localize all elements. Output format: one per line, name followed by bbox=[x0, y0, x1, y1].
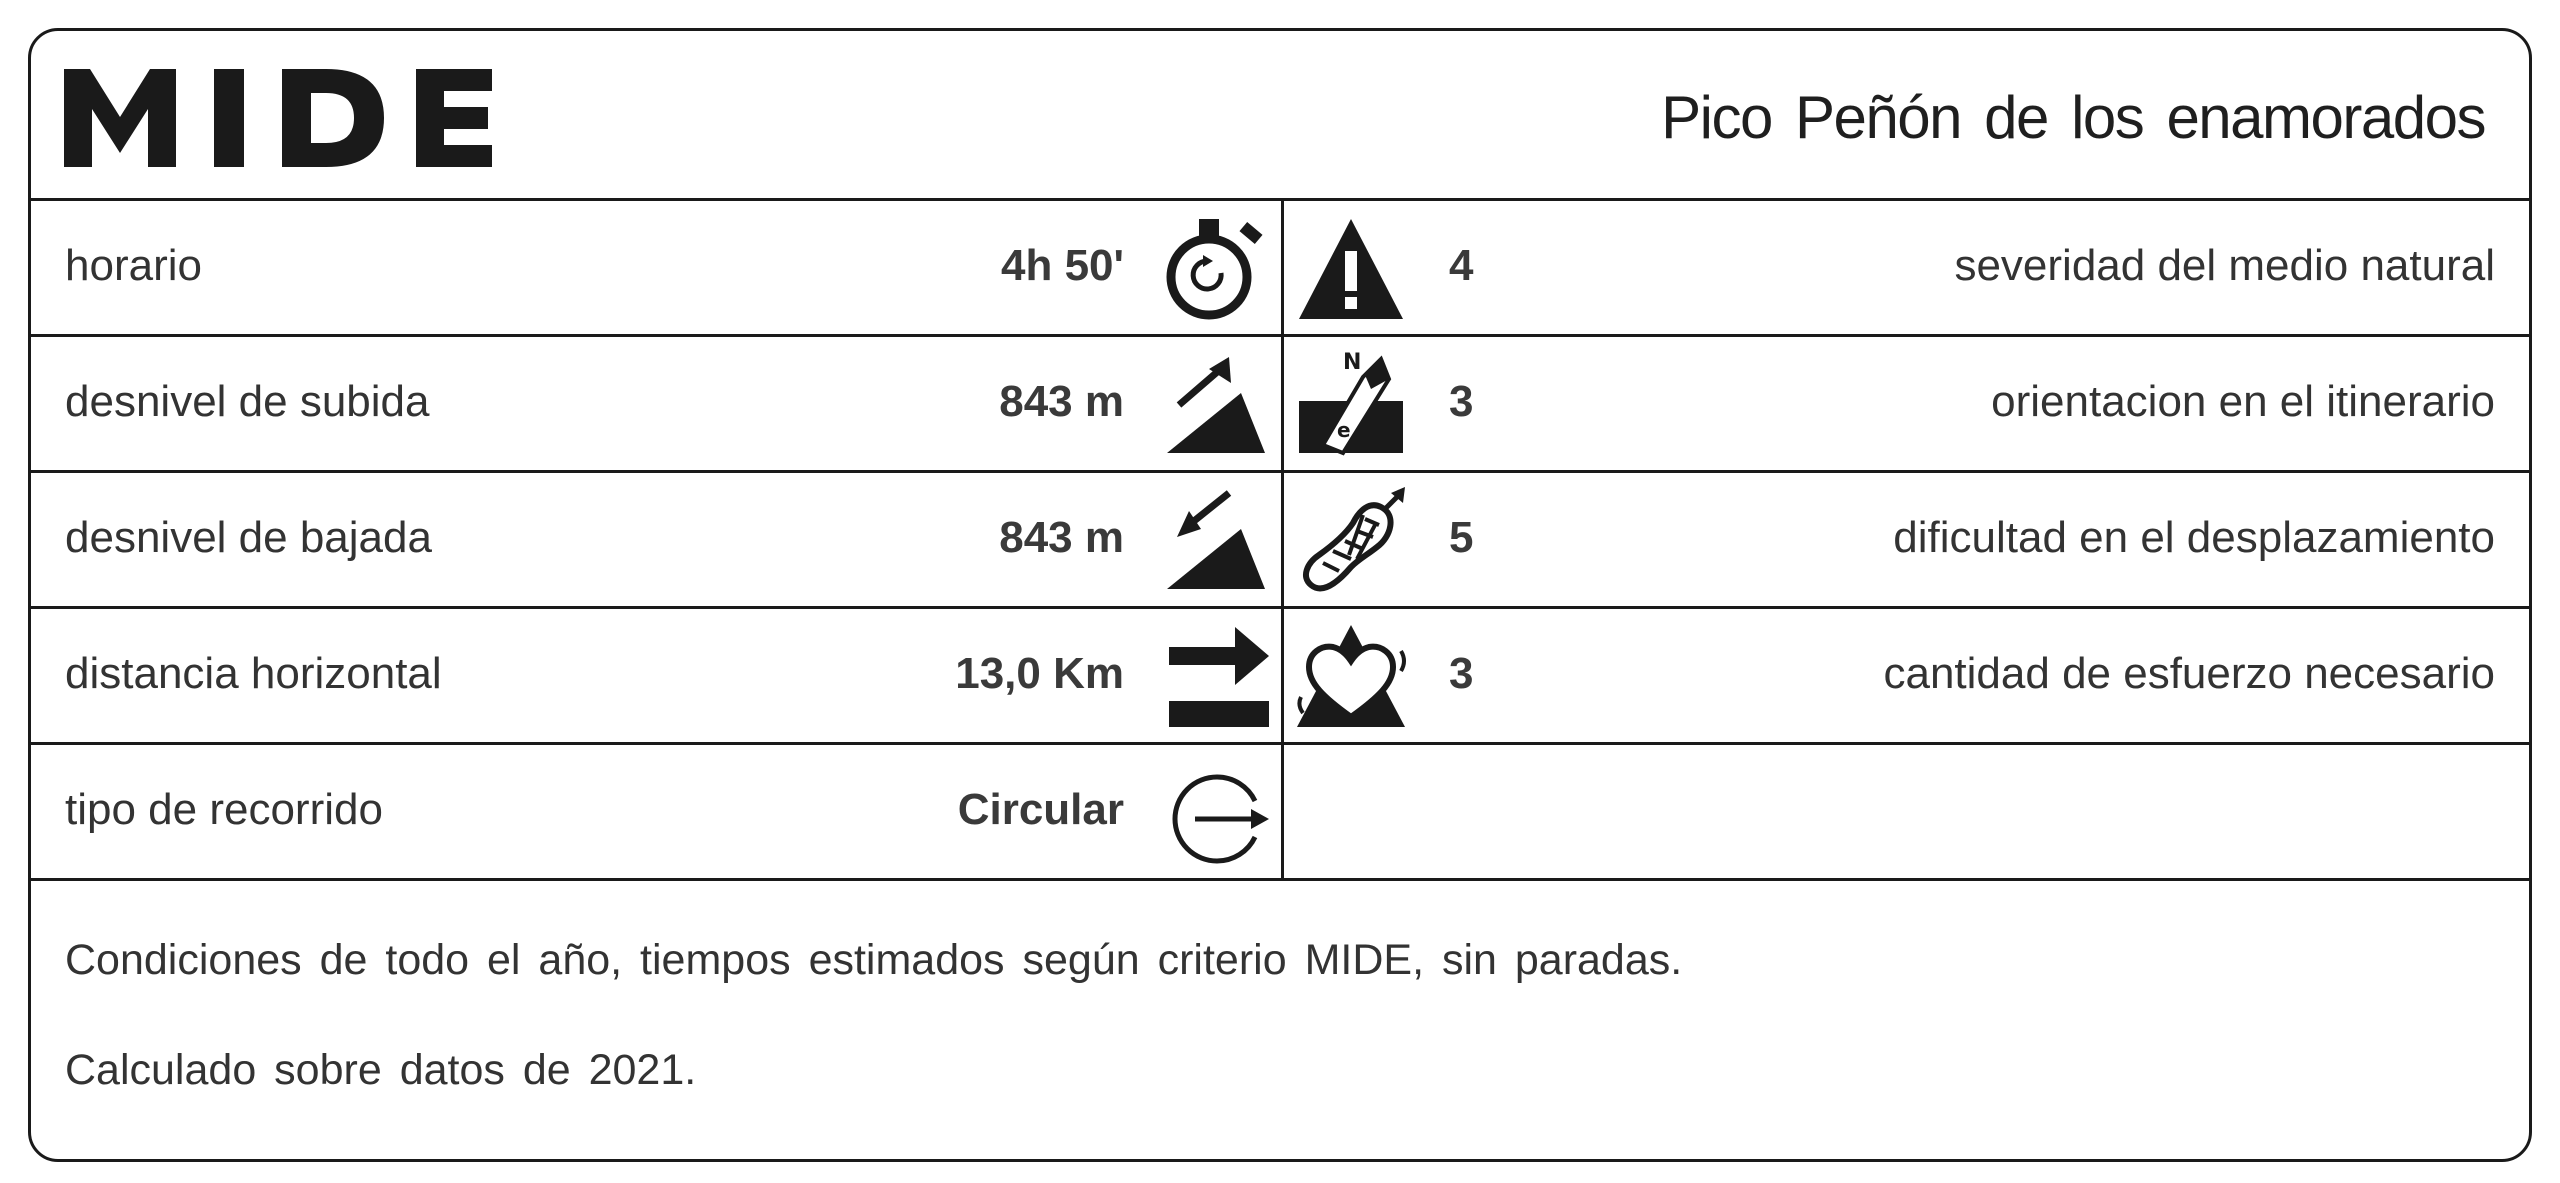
ascent-slope-icon bbox=[1159, 349, 1275, 461]
heart-effort-icon bbox=[1293, 621, 1409, 733]
horizontal-distance-icon bbox=[1159, 621, 1275, 733]
row-label: distancia horizontal bbox=[65, 649, 442, 698]
route-title: Pico Peñón de los enamorados bbox=[1661, 84, 2485, 151]
descent-slope-icon bbox=[1159, 485, 1275, 597]
row-label: desnivel de subida bbox=[65, 377, 430, 426]
warning-mountain-icon bbox=[1293, 213, 1409, 325]
row-value: 843 m bbox=[999, 377, 1124, 426]
boot-sole-icon bbox=[1293, 485, 1409, 597]
row-label: tipo de recorrido bbox=[65, 785, 383, 834]
row-value: 13,0 Km bbox=[955, 649, 1124, 698]
row-value: Circular bbox=[957, 785, 1124, 834]
row-label: desnivel de bajada bbox=[65, 513, 432, 562]
row-desnivel-bajada bbox=[31, 473, 2529, 609]
row-tipo-recorrido bbox=[31, 745, 2529, 881]
mide-grid bbox=[31, 201, 2529, 881]
rating-label: orientacion en el itinerario bbox=[1991, 377, 2495, 426]
note-conditions: Condiciones de todo el año, tiempos estimados según criterio MIDE, sin paradas. bbox=[65, 936, 1683, 984]
rating-label: severidad del medio natural bbox=[1954, 241, 2495, 290]
notes-section bbox=[65, 934, 1682, 1154]
svg-text:e: e bbox=[1337, 418, 1351, 442]
row-value: 843 m bbox=[999, 513, 1124, 562]
row-distancia-horizontal bbox=[31, 609, 2529, 745]
stopwatch-icon bbox=[1159, 213, 1275, 325]
row-label: horario bbox=[65, 241, 202, 290]
svg-text:N: N bbox=[1343, 350, 1362, 375]
row-horario bbox=[31, 201, 2529, 337]
circular-route-icon bbox=[1159, 757, 1275, 869]
rating-value: 3 bbox=[1449, 649, 1474, 698]
rating-value: 3 bbox=[1449, 377, 1474, 426]
card-header bbox=[31, 31, 2529, 201]
mide-logo bbox=[64, 69, 492, 167]
orientation-compass-icon bbox=[1293, 349, 1409, 461]
note-data-year: Calculado sobre datos de 2021. bbox=[65, 1046, 697, 1094]
rating-value: 5 bbox=[1449, 513, 1474, 562]
rating-label: dificultad en el desplazamiento bbox=[1893, 513, 2495, 562]
row-desnivel-subida bbox=[31, 337, 2529, 473]
rating-label: cantidad de esfuerzo necesario bbox=[1883, 649, 2495, 698]
rating-value: 4 bbox=[1449, 241, 1474, 290]
mide-card bbox=[28, 28, 2532, 1162]
row-value: 4h 50' bbox=[1001, 241, 1124, 290]
